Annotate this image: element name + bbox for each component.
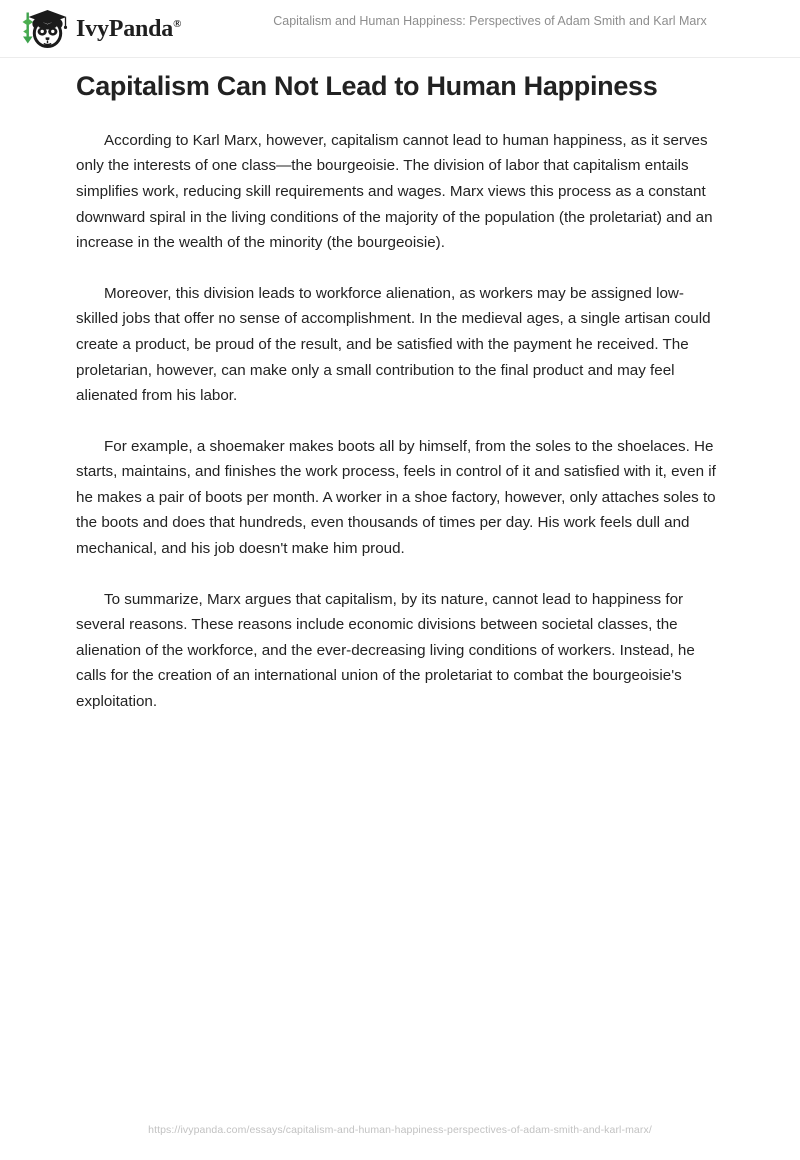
header-divider [0, 57, 800, 58]
page-footer [0, 1120, 800, 1138]
paragraph: To summarize, Marx argues that capitalism, by its nature, cannot lead to happiness for several reasons. These reasons include economic divisions between societal classes, the alienation of the workforce, and the ever-decreasing living conditions of workers. Instead, he calls for the creation of an international union of the proletariat to combat the bourgeoisie's exploitation. [76, 590, 695, 711]
header-document-title: Capitalism and Human Happiness: Perspectives of Adam Smith and Karl Marx [273, 14, 707, 28]
paragraph: Moreover, this division leads to workforce alienation, as workers may be assigned low-skilled jobs that offer no sense of accomplishment. In the medieval ages, a single artisan could create a product, be proud of the result, and be satisfied with the payment he received. The proletarian, however, can make only a small contribution to the final product and may feel alienated from his labor. [76, 284, 711, 405]
brand-name-text: IvyPanda [76, 16, 174, 42]
paragraph: According to Karl Marx, however, capitalism cannot lead to human happiness, as it serves only the interests of one class—the bourgeoisie. The division of labor that capitalism entails simplifies work, reducing skill requirements and wages. Marx views this process as a constant downward spiral in the living conditions of the majority of the population (the proletariat) and an increase in the wealth of the minority (the bourgeoisie). [76, 131, 713, 252]
article-body [76, 128, 720, 715]
footer-source-url[interactable]: https://ivypanda.com/essays/capitalism-and-human-happiness-perspectives-of-adam-smith-and-karl-marx/ [148, 1124, 652, 1136]
brand-logo[interactable] [16, 6, 181, 52]
registered-mark: ® [173, 18, 182, 30]
page-header [0, 0, 800, 58]
panda-graduation-cap-logo-icon [16, 6, 70, 52]
article-content [76, 70, 720, 715]
brand-name [76, 17, 181, 41]
page-title: Capitalism Can Not Lead to Human Happiness [76, 71, 658, 101]
paragraph: For example, a shoemaker makes boots all by himself, from the soles to the shoelaces. He starts, maintains, and finishes the work process, feels in control of it and satisfied with it, even if he makes a pair of boots per month. A worker in a shoe factory, however, only attaches soles to the boots and does that hundreds, even thousands of times per day. His work feels dull and mechanical, and his job doesn't make him proud. [76, 437, 716, 558]
